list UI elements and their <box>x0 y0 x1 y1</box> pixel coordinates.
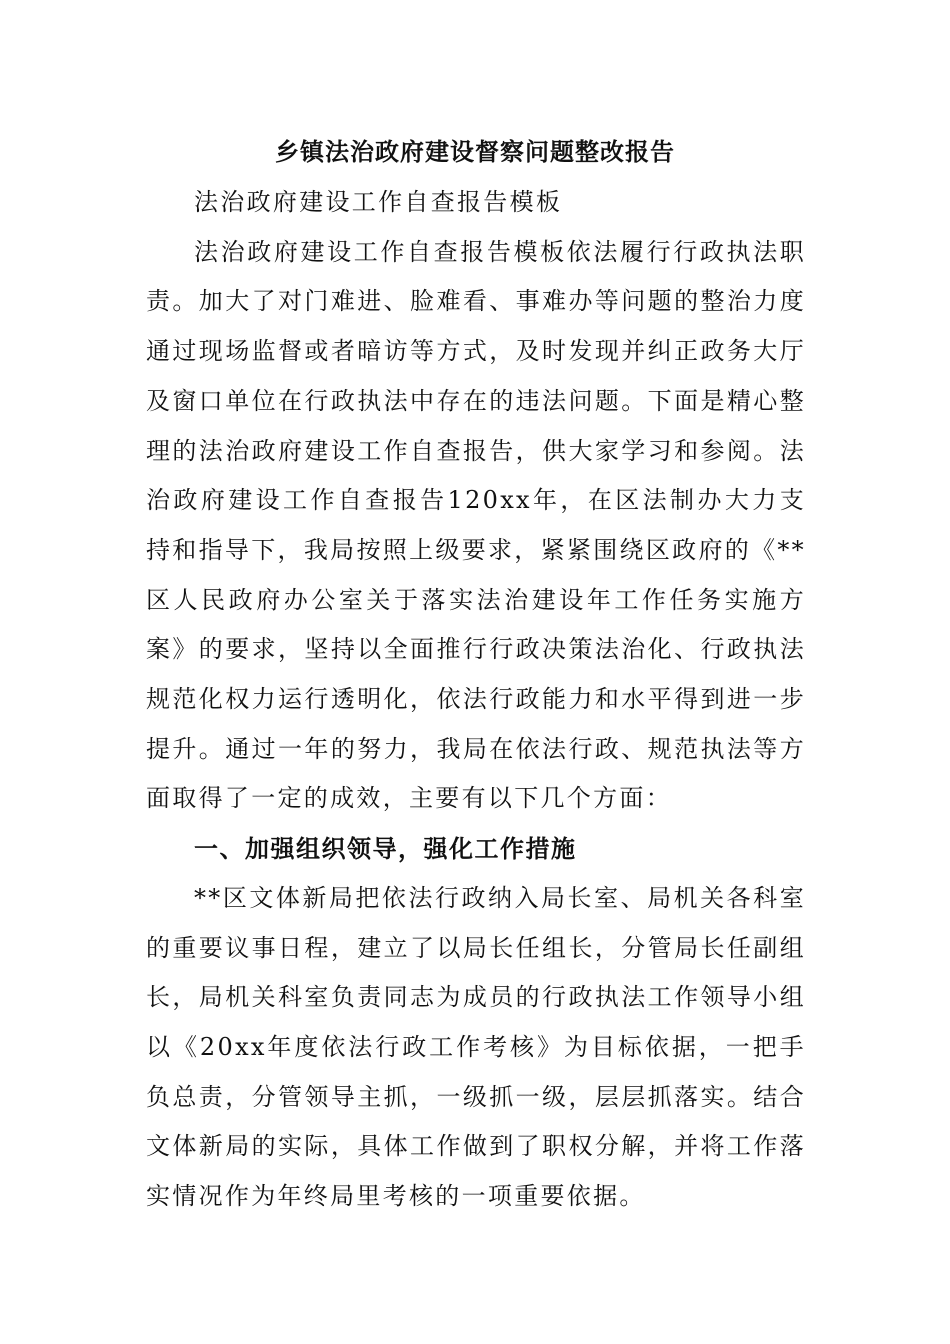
document-body <box>146 178 806 1222</box>
document-subtitle: 法治政府建设工作自查报告模板 <box>194 188 563 216</box>
intro-paragraph: 法治政府建设工作自查报告模板依法履行行政执法职责。加大了对门难进、脸难看、事难办等问题的整治力度通过现场监督或者暗访等方式，及时发现并纠正政务大厅及窗口单位在行政执法中存在的违法问题。下面是精心整理的法治政府建设工作自查报告，供大家学习和参阅。法治政府建设工作自查报告120xx年，在区法制办大力支持和指导下，我局按照上级要求，紧紧围绕区政府的《**区人民政府办公室关于落实法治建设年工作任务实施方案》的要求，坚持以全面推行行政决策法治化、行政执法规范化权力运行透明化，依法行政能力和水平得到进一步提升。通过一年的努力，我局在依法行政、规范执法等方面取得了一定的成效，主要有以下几个方面： <box>146 237 806 813</box>
section-heading-1: 一、加强组织领导，强化工作措施 <box>194 834 577 864</box>
document-title: 乡镇法治政府建设督察问题整改报告 <box>275 137 675 166</box>
section-paragraph-1: **区文体新局把依法行政纳入局长室、局机关各科室的重要议事日程，建立了以局长任组长，分管局长任副组长，局机关科室负责同志为成员的行政执法工作领导小组以《20xx年度依法行政工作考核》为目标依据，一把手负总责，分管领导主抓，一级抓一级，层层抓落实。结合文体新局的实际，具体工作做到了职权分解，并将工作落实情况作为年终局里考核的一项重要依据。 <box>146 883 806 1211</box>
